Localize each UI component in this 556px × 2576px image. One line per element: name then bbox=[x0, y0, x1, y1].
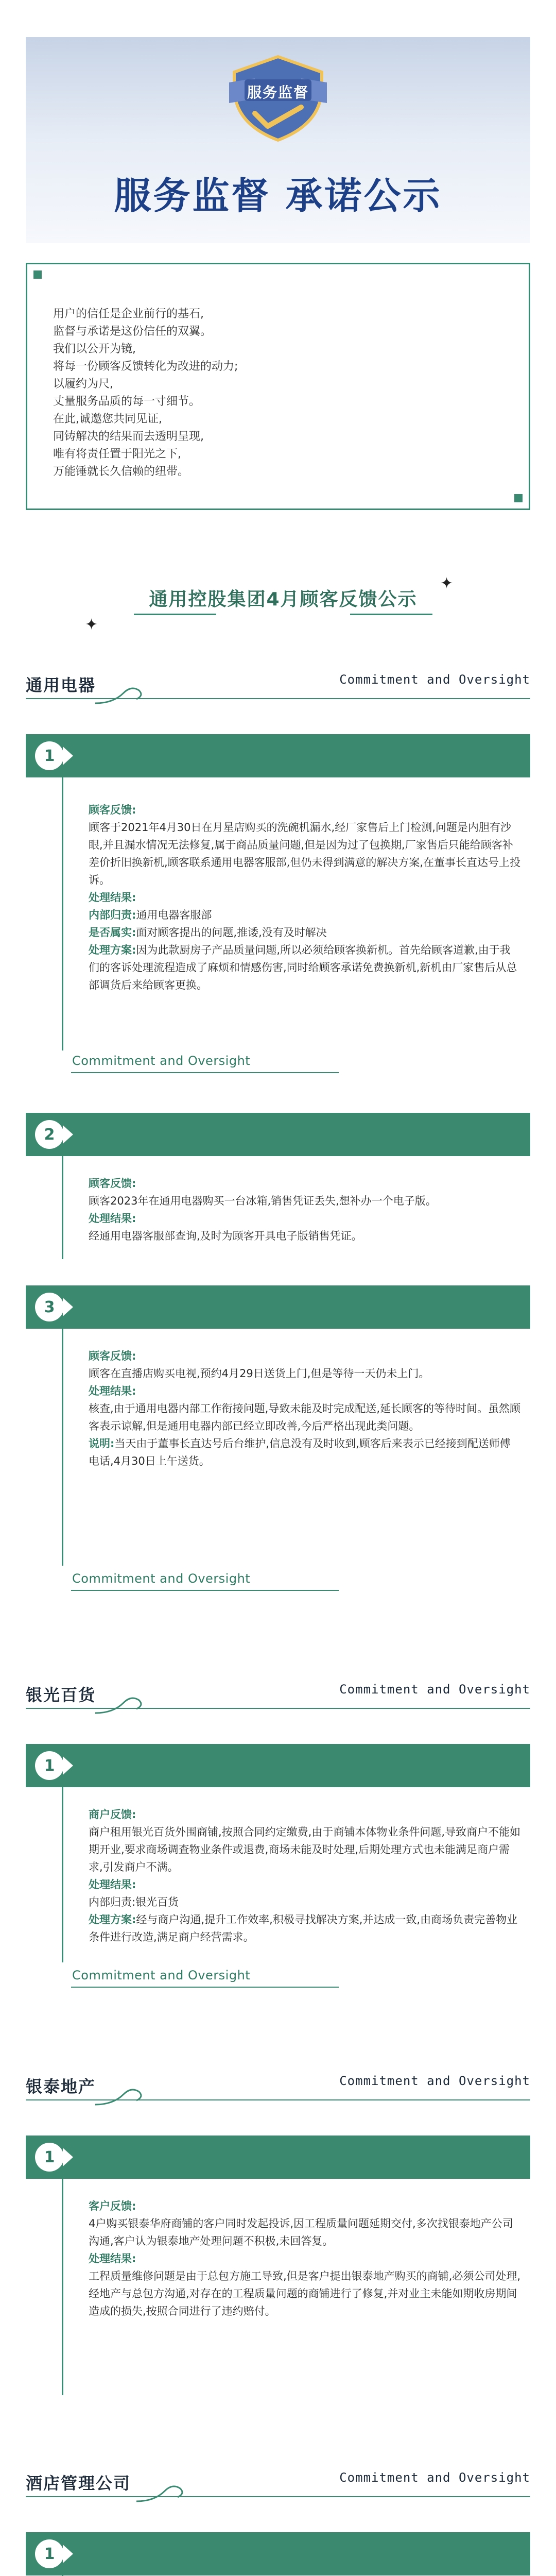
sparkle-icon: ✦ bbox=[440, 574, 454, 592]
item-body bbox=[89, 1175, 521, 1245]
item-number: 2 bbox=[35, 1120, 64, 1149]
line-label: 处理方案: bbox=[89, 944, 136, 956]
line-text: 通用电器客服部 bbox=[136, 909, 212, 921]
item-header-bar bbox=[26, 2136, 530, 2179]
result-label: 处理结果: bbox=[89, 1878, 136, 1891]
feedback-item bbox=[26, 1113, 530, 1283]
result-label: 处理结果: bbox=[89, 1212, 136, 1225]
intro-line: 监督与承诺是这份信任的双翼。 bbox=[53, 325, 212, 338]
item-body bbox=[89, 1806, 521, 1946]
line-label: 处理方案: bbox=[89, 1913, 136, 1926]
divider bbox=[26, 2099, 530, 2100]
line-label: 是否属实: bbox=[89, 926, 136, 939]
divider bbox=[71, 1072, 339, 1073]
category-tagline: Commitment and Oversight bbox=[339, 2074, 530, 2088]
intro-line: 唯有将责任置于阳光之下, bbox=[53, 448, 181, 461]
arrow-icon bbox=[63, 1298, 73, 1316]
intro-line: 万能锤就长久信赖的纽带。 bbox=[53, 465, 189, 478]
feedback-text: 商户租用银光百货外围商铺,按照合同约定缴费,由于商铺本体物业条件问题,导致商户不能如期开业,要求商场调查物业条件或退费,商场未能及时处理,后期处理方式也未能满足商户需求,引发商户不满。 bbox=[89, 1826, 521, 1873]
intro-line: 丈量服务品质的每一寸细节。 bbox=[53, 395, 201, 408]
feedback-text: 顾客于2021年4月30日在月星店购买的洗碗机漏水,经厂家售后上门检测,问题是内胆有沙眼,并且漏水情况无法修复,属于商品质量问题,但是因为过了包换期,厂家售后只能给顾客补差价折旧换新机,顾客联系通用电器客服部,但仍未得到满意的解决方案,在董事长直达号上投诉。 bbox=[89, 821, 521, 886]
result-label: 处理结果: bbox=[89, 2252, 136, 2265]
divider bbox=[26, 698, 530, 699]
feedback-label: 顾客反馈: bbox=[89, 1350, 136, 1362]
section-title bbox=[103, 585, 463, 616]
intro-line: 用户的信任是企业前行的基石, bbox=[53, 308, 204, 320]
swirl-icon bbox=[93, 2084, 149, 2110]
intro-box bbox=[26, 263, 530, 510]
item-header-bar bbox=[26, 2532, 530, 2575]
line-text: 当天由于董事长直达号后台维护,信息没有及时收到,顾客后来表示已经接到配送师傅电话,4月30日上午送货。 bbox=[89, 1437, 511, 1467]
timeline-line bbox=[62, 777, 63, 1050]
item-number: 1 bbox=[35, 2143, 64, 2172]
item-header-bar bbox=[26, 1113, 530, 1156]
feedback-label: 商户反馈: bbox=[89, 1808, 136, 1821]
item-footer: Commitment and Oversight bbox=[72, 1571, 251, 1586]
swirl-icon bbox=[93, 683, 149, 708]
result-label: 处理结果: bbox=[89, 891, 136, 904]
line-text: 工程质量维修问题是由于总包方施工导致,但是客户提出银泰地产购买的商铺,必须公司处理,经地产与总包方沟通,对存在的工程质量问题的商铺进行了修复,并对业主未能如期收房期间造成的损失,按照合同进行了违约赔付。 bbox=[89, 2270, 521, 2317]
item-header-bar bbox=[26, 1744, 530, 1787]
divider bbox=[71, 1590, 339, 1591]
timeline-line bbox=[62, 1329, 63, 1566]
intro-line: 我们以公开为镜, bbox=[53, 343, 136, 355]
item-header-bar bbox=[26, 734, 530, 777]
feedback-item bbox=[26, 2136, 530, 2403]
result-label: 处理结果: bbox=[89, 1385, 136, 1397]
feedback-text: 顾客2023年在通用电器购买一台冰箱,销售凭证丢失,想补办一个电子版。 bbox=[89, 1195, 437, 1207]
arrow-icon bbox=[63, 747, 73, 765]
divider bbox=[350, 614, 432, 615]
item-header-bar bbox=[26, 1285, 530, 1329]
category-name: 酒店管理公司 bbox=[26, 2473, 131, 2493]
line-text: 内部归责:银光百货 bbox=[89, 1896, 179, 1908]
category-heading bbox=[26, 2074, 530, 2115]
divider bbox=[26, 1708, 530, 1709]
item-footer: Commitment and Oversight bbox=[72, 1054, 251, 1068]
line-text: 经通用电器客服部查询,及时为顾客开具电子版销售凭证。 bbox=[89, 1230, 362, 1242]
line-text: 核查,由于通用电器内部工作衔接问题,导致未能及时完成配送,延长顾客的等待时间。虽然顾客表示谅解,但是通用电器内部已经立即改善,今后严格出现此类问题。 bbox=[89, 1402, 521, 1432]
item-number: 1 bbox=[35, 1751, 64, 1780]
arrow-icon bbox=[63, 1756, 73, 1775]
timeline-line bbox=[62, 1787, 63, 1962]
item-footer: Commitment and Oversight bbox=[72, 1968, 251, 1982]
badge-text: 服务监督 bbox=[247, 84, 309, 101]
line-text: 面对顾客提出的问题,推诿,没有及时解决 bbox=[136, 926, 327, 939]
feedback-label: 客户反馈: bbox=[89, 2200, 136, 2212]
header-banner bbox=[26, 37, 530, 243]
feedback-item bbox=[26, 1744, 530, 2002]
category-name: 银泰地产 bbox=[26, 2077, 96, 2096]
item-number: 3 bbox=[35, 1293, 64, 1321]
intro-line: 以履约为尺, bbox=[53, 378, 113, 391]
category-name: 银光百货 bbox=[26, 1685, 96, 1705]
divider bbox=[134, 614, 216, 615]
intro-line: 将每一份顾客反馈转化为改进的动力; bbox=[53, 360, 238, 373]
line-label: 内部归责: bbox=[89, 909, 136, 921]
corner-mark bbox=[33, 270, 42, 279]
divider bbox=[71, 1987, 339, 1988]
arrow-icon bbox=[63, 2545, 73, 2563]
arrow-icon bbox=[63, 1125, 73, 1144]
line-label: 说明: bbox=[89, 1437, 115, 1450]
feedback-item bbox=[26, 1285, 530, 1605]
divider bbox=[26, 2496, 530, 2497]
category-tagline: Commitment and Oversight bbox=[339, 672, 530, 687]
category-tagline: Commitment and Oversight bbox=[339, 1682, 530, 1697]
page-title: 服务监督 承诺公示 bbox=[114, 174, 442, 217]
item-body bbox=[89, 2197, 521, 2320]
item-body bbox=[89, 801, 521, 994]
feedback-text: 4户购买银泰华府商铺的客户同时发起投诉,因工程质量问题延期交付,多次找银泰地产公司沟通,客户认为银泰地产处理问题不积极,未回答复。 bbox=[89, 2217, 513, 2247]
category-name: 通用电器 bbox=[26, 675, 96, 695]
item-body bbox=[89, 1347, 521, 1470]
category-heading bbox=[26, 1682, 530, 1723]
item-number: 1 bbox=[35, 741, 64, 770]
corner-mark bbox=[514, 494, 523, 502]
swirl-icon bbox=[93, 1692, 149, 1718]
intro-line: 同铸解决的结果而去透明呈现, bbox=[53, 430, 204, 443]
timeline-line bbox=[62, 1156, 63, 1259]
category-heading bbox=[26, 2470, 530, 2512]
timeline-line bbox=[62, 2179, 63, 2395]
line-text: 经与商户沟通,提升工作效率,积极寻找解决方案,并达成一致,由商场负责完善物业条件进行改造,满足商户经营需求。 bbox=[89, 1913, 518, 1943]
feedback-text: 顾客在直播店购买电视,预约4月29日送货上门,但是等待一天仍未上门。 bbox=[89, 1367, 430, 1380]
feedback-label: 顾客反馈: bbox=[89, 804, 136, 816]
section-title-text: 通用控股集团4月顾客反馈公示 bbox=[149, 589, 418, 610]
arrow-icon bbox=[63, 2148, 73, 2166]
category-tagline: Commitment and Oversight bbox=[339, 2470, 530, 2485]
swirl-icon bbox=[134, 2481, 190, 2506]
feedback-item bbox=[26, 2532, 530, 2576]
sparkle-icon: ✦ bbox=[85, 616, 98, 634]
feedback-label: 顾客反馈: bbox=[89, 1177, 136, 1190]
intro-line: 在此,诚邀您共同见证, bbox=[53, 413, 162, 426]
line-text: 因为此款厨房子产品质量问题,所以必须给顾客换新机。首先给顾客道歉,由于我们的客诉处理流程造成了麻烦和情感伤害,同时给顾客承诺免费换新机,新机由厂家售后从总部调货后来给顾客更换。 bbox=[89, 944, 517, 991]
category-heading bbox=[26, 672, 530, 714]
intro-text bbox=[53, 306, 269, 481]
feedback-item bbox=[26, 734, 530, 1090]
item-number: 1 bbox=[35, 2539, 64, 2568]
